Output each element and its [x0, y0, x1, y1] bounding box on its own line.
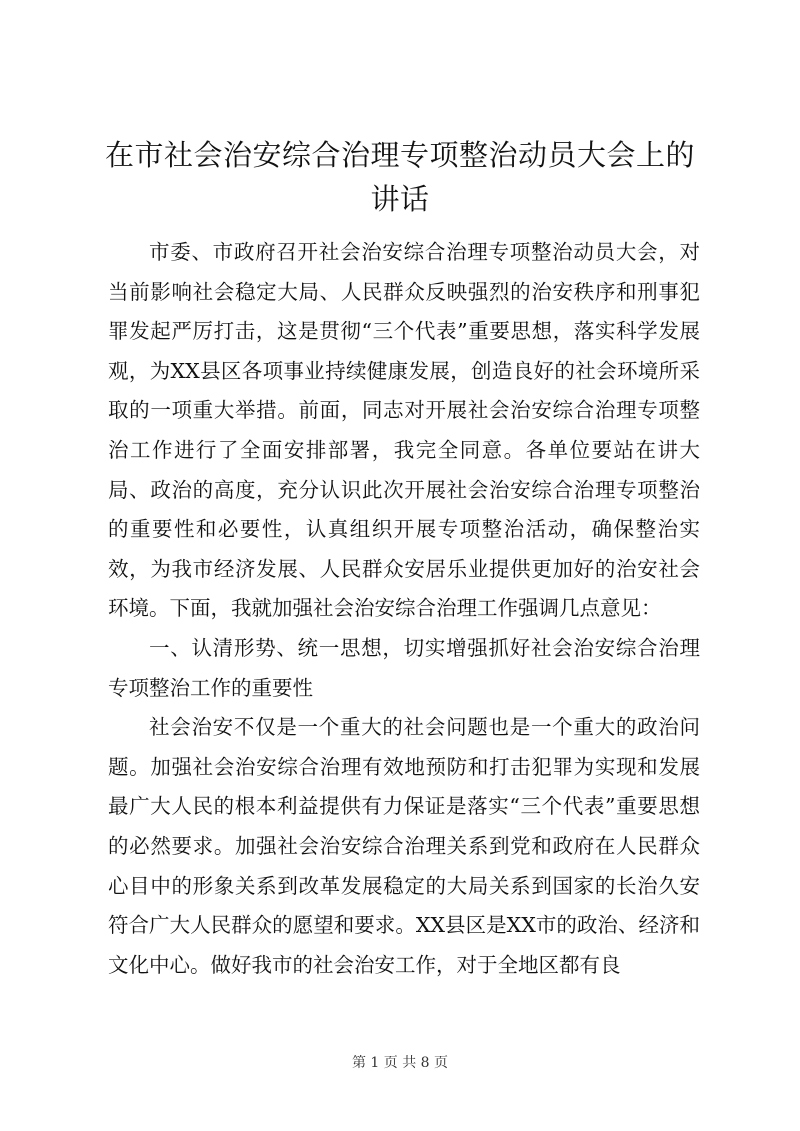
document-body	[108, 233, 700, 985]
paragraph-social-security: 社会治安不仅是一个重大的社会问题也是一个重大的政治问题。加强社会治安综合治理有效地预防和打击犯罪为实现和发展最广大人民的根本利益提供有力保证是落实“三个代表”重要思想的必然要求。加强社会治安综合治理关系到党和政府在人民群众心目中的形象关系到改革发展稳定的大局关系到国家的长治久安符合广大人民群众的愿望和要求。XX县区是XX市的政治、经济和文化中心。做好我市的社会治安工作，对于全地区都有良	[108, 715, 700, 977]
document-title: 在市社会治安综合治理专项整治动员大会上的 讲话	[104, 138, 695, 216]
paragraph-intro: 市委、市政府召开社会治安综合治理专项整治动员大会，对当前影响社会稳定大局、人民群众反映强烈的治安秩序和刑事犯罪发起严厉打击，这是贯彻“三个代表”重要思想，落实科学发展观，为XX县区各项事业持续健康发展，创造良好的社会环境所采取的一项重大举措。前面，同志对开展社会治安综合治理专项整治工作进行了全面安排部署，我完全同意。各单位要站在讲大局、政治的高度，充分认识此次开展社会治安综合治理专项整治的重要性和必要性，认真组织开展专项整治活动，确保整治实效，为我市经济发展、人民群众安居乐业提供更加好的治安社会环境。下面，我就加强社会治安综合治理工作强调几点意见：	[108, 240, 700, 621]
section-heading-1: 一、认清形势、统一思想，切实增强抓好社会治安综合治理专项整治工作的重要性	[108, 635, 700, 700]
page-footer: 第 1 页 共 8 页	[351, 1055, 449, 1071]
